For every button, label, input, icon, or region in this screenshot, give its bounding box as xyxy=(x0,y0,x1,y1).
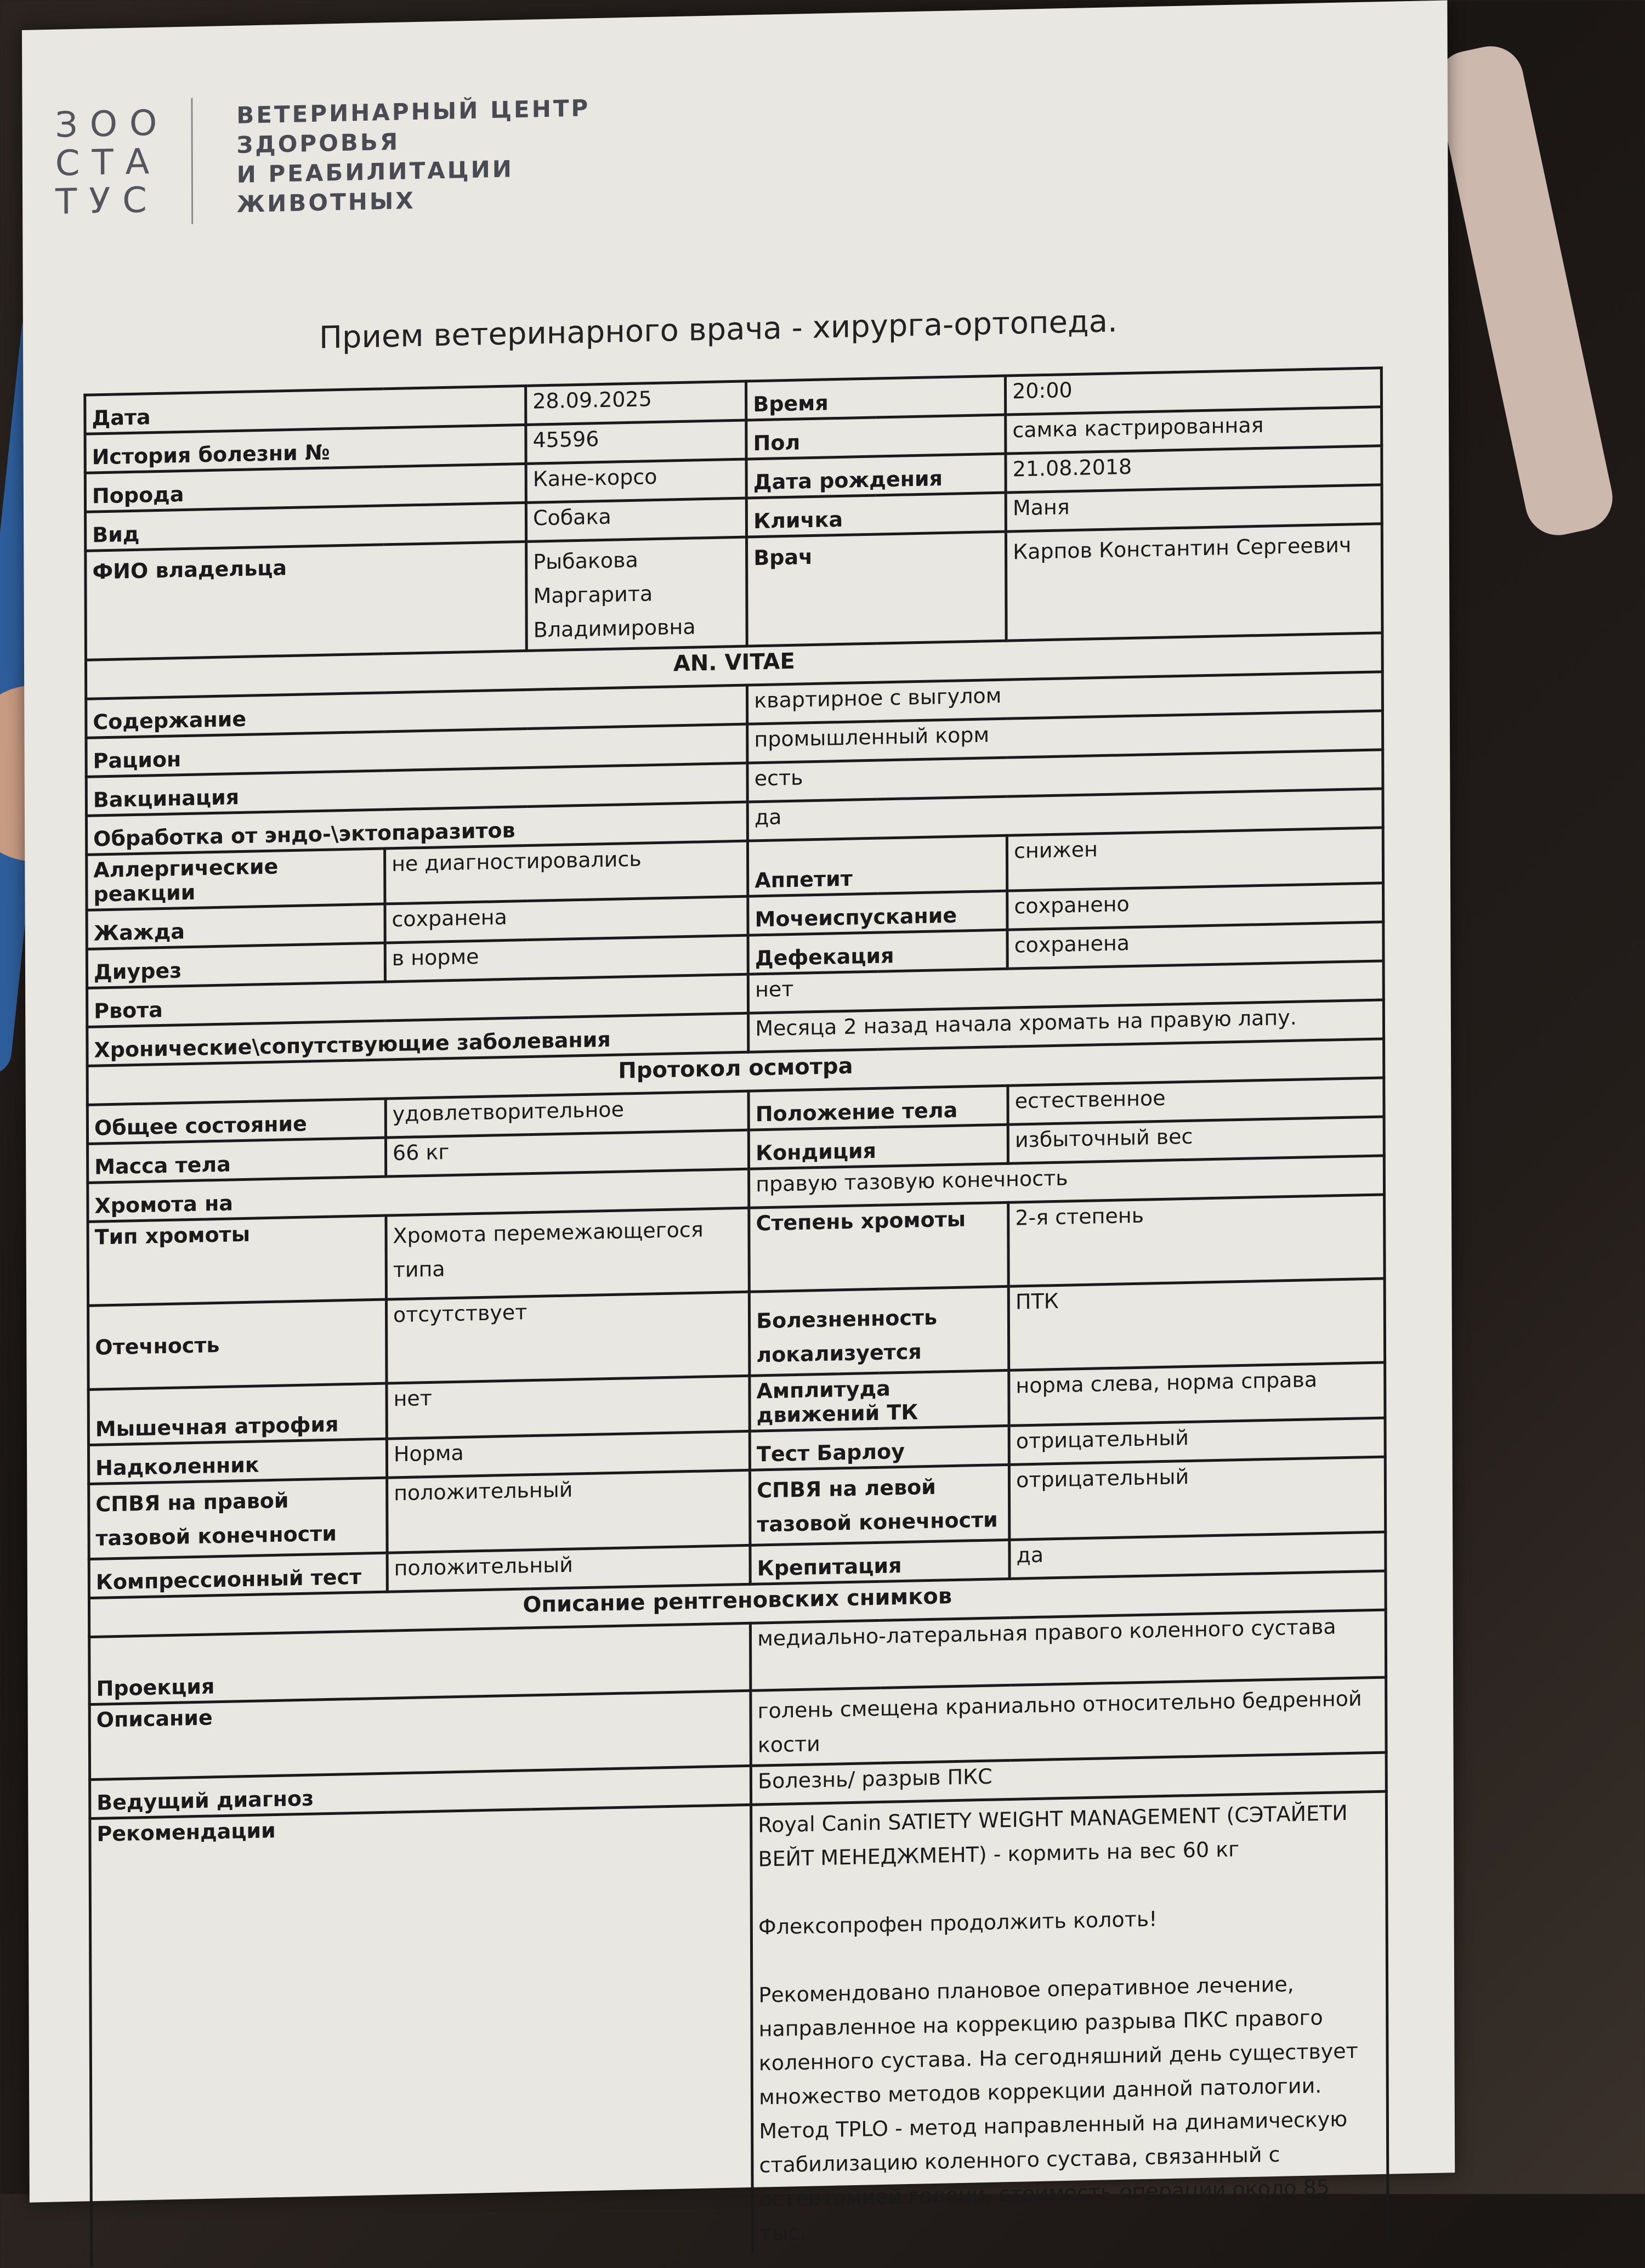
field-label: Вакцинация xyxy=(86,763,747,816)
field-label: Отечность xyxy=(88,1299,387,1389)
field-value: в норме xyxy=(385,935,748,982)
section-title-anamnesis: AN. VITAE xyxy=(86,633,1382,699)
field-label: Дата xyxy=(85,386,526,434)
field-value: 45596 xyxy=(526,420,746,463)
field-label: Мочеиспускание xyxy=(748,891,1007,935)
field-value: Норма xyxy=(387,1431,750,1478)
field-value: Болезнь/ разрыв ПКС xyxy=(751,1752,1386,1805)
document-sheet xyxy=(22,1,1455,2246)
field-label: СПВЯ на левой тазовой конечности xyxy=(750,1464,1009,1545)
field-label: Аллергические реакции xyxy=(87,849,385,910)
field-value: да xyxy=(747,789,1383,841)
field-value: избыточный вес xyxy=(1008,1117,1384,1163)
document-title: Прием ветеринарного врача - хирурга-ортопеда. xyxy=(319,303,1118,356)
field-value: Маня xyxy=(1006,485,1382,531)
field-value: промышленный корм xyxy=(747,711,1383,763)
field-label: Тест Барлоу xyxy=(750,1426,1009,1470)
field-label: Общее состояние xyxy=(87,1099,385,1144)
field-value: 66 кг xyxy=(385,1130,748,1177)
field-value: Месяца 2 назад начала хромать на правую лапу. xyxy=(748,1000,1384,1052)
field-label: Степень хромоты xyxy=(749,1202,1008,1292)
field-value: голень смещена краниально относительно бедренной кости xyxy=(751,1677,1386,1766)
field-label: Кличка xyxy=(746,493,1006,537)
field-value: квартирное с выгулом xyxy=(747,672,1383,724)
field-label: Хронические\сопутствующие заболевания xyxy=(87,1013,748,1066)
field-label: Диурез xyxy=(87,943,385,988)
field-value: положительный xyxy=(387,1470,751,1553)
logo-divider xyxy=(191,98,193,224)
field-label: Крепитация xyxy=(750,1540,1009,1584)
field-value: 2-я степень xyxy=(1008,1195,1385,1286)
logo-line: ЗОО xyxy=(55,103,169,146)
field-label: Вид xyxy=(86,502,526,551)
medical-form-table xyxy=(83,366,1389,2266)
recommendations-text xyxy=(751,1791,1388,2253)
clinic-name-line: ЗДОРОВЬЯ xyxy=(236,128,400,159)
section-title-xray: Описание рентгеновских снимков xyxy=(89,1571,1386,1637)
field-label: Жажда xyxy=(87,904,385,949)
field-value: правую тазовую конечность xyxy=(749,1156,1385,1208)
form-row-recommendations xyxy=(90,1791,1388,2266)
section-title-exam: Протокол осмотра xyxy=(87,1039,1384,1105)
field-label: Порода xyxy=(85,463,526,512)
field-label: Врач xyxy=(747,531,1007,646)
field-label: Время xyxy=(746,376,1006,420)
field-label: Проекция xyxy=(89,1623,751,1704)
logo-mark xyxy=(55,104,169,221)
field-value: Кане-корсо xyxy=(526,459,746,502)
clinic-name-line: ВЕТЕРИНАРНЫЙ ЦЕНТР xyxy=(236,94,591,129)
field-label: Хромота на xyxy=(88,1169,749,1221)
field-value: 28.09.2025 xyxy=(526,381,746,425)
field-value: нет xyxy=(748,961,1383,1013)
field-label: Компрессионный тест xyxy=(89,1553,387,1598)
field-value: нет xyxy=(387,1376,750,1439)
field-value: да xyxy=(1009,1532,1386,1579)
field-label: История болезни № xyxy=(85,425,526,473)
field-value: Собака xyxy=(526,498,746,541)
field-value: отрицательный xyxy=(1009,1418,1385,1464)
field-value: Карпов Константин Сергеевич xyxy=(1006,524,1382,641)
recommendation-paragraph: Royal Canin SATIETY WEIGHT MANAGEMENT (СЭТАЙЕТИ ВЕЙТ МЕНЕДЖМЕНТ) - кормить на вес 60 кг xyxy=(758,1801,1348,1871)
clinic-name-line: ЖИВОТНЫХ xyxy=(236,187,416,218)
field-value: снижен xyxy=(1007,828,1383,891)
field-label: Рацион xyxy=(86,724,747,777)
field-label: Амплитуда движений ТК xyxy=(750,1370,1009,1431)
field-value: 21.08.2018 xyxy=(1006,446,1382,493)
field-label: Пол xyxy=(746,415,1006,459)
clinic-name xyxy=(236,93,591,219)
field-label: Дата рождения xyxy=(746,454,1006,498)
field-label: Положение тела xyxy=(748,1085,1008,1130)
field-value: сохранено xyxy=(1007,883,1383,930)
field-label: Дефекация xyxy=(748,930,1007,974)
field-label: Надколенник xyxy=(88,1439,387,1484)
field-label: Содержание xyxy=(86,685,747,738)
clinic-name-line: И РЕАБИЛИТАЦИИ xyxy=(236,155,514,188)
field-label: Тип хромоты xyxy=(88,1215,386,1305)
field-value: положительный xyxy=(387,1545,750,1592)
field-label: СПВЯ на правой тазовой конечности xyxy=(89,1478,387,1559)
field-value: сохранена xyxy=(385,896,748,943)
field-label: Рвота xyxy=(87,974,748,1027)
logo-line: ТУС xyxy=(55,179,159,223)
recommendation-paragraph: Рекомендовано плановое оперативное лечение, направленное на коррекцию разрыва ПКС правого коленного сустава. На сегодняшний день существует множество методов коррекции данной патологии. Метод TPLO - метод направленный на динамическую стабилизацию коленного сустава, связанный с остеотомией голени, стоимость операции около 85 тыс. xyxy=(758,1972,1358,2246)
field-label: Масса тела xyxy=(88,1138,386,1183)
logo-line: СТА xyxy=(55,141,162,184)
field-label: Рекомендации xyxy=(90,1805,753,2266)
field-value: Хромота перемежающегося типа xyxy=(386,1208,750,1299)
field-label: Ведущий диагноз xyxy=(90,1766,751,1818)
field-value: есть xyxy=(747,750,1383,802)
field-value: отрицательный xyxy=(1009,1457,1385,1540)
field-label: ФИО владельца xyxy=(86,541,527,660)
field-value: самка кастрированная xyxy=(1006,407,1382,454)
field-value: 20:00 xyxy=(1006,368,1382,415)
field-label: Обработка от эндо-\эктопаразитов xyxy=(86,802,747,855)
field-label: Кондиция xyxy=(748,1124,1008,1169)
field-value: Рыбакова Маргарита Владимировна xyxy=(526,537,747,651)
recommendation-paragraph: Флексопрофен продолжить колоть! xyxy=(758,1907,1158,1939)
field-label: Аппетит xyxy=(748,835,1007,896)
field-value: отсутствует xyxy=(386,1292,750,1383)
background-dog-collar xyxy=(1430,40,1619,541)
field-value: ПТК xyxy=(1008,1279,1385,1370)
field-value: удовлетворительное xyxy=(385,1091,748,1138)
field-label: Мышечная атрофия xyxy=(88,1383,387,1445)
field-value: медиально-латеральная правого коленного сустава xyxy=(751,1610,1386,1690)
clinic-logo xyxy=(55,89,590,227)
field-value: не диагностировались xyxy=(385,841,748,904)
field-label: Описание xyxy=(89,1690,751,1779)
field-value: сохранена xyxy=(1007,922,1383,969)
field-label: Болезненность локализуется xyxy=(749,1286,1008,1376)
field-value: естественное xyxy=(1008,1078,1384,1124)
field-value: норма слева, норма справа xyxy=(1009,1362,1385,1426)
